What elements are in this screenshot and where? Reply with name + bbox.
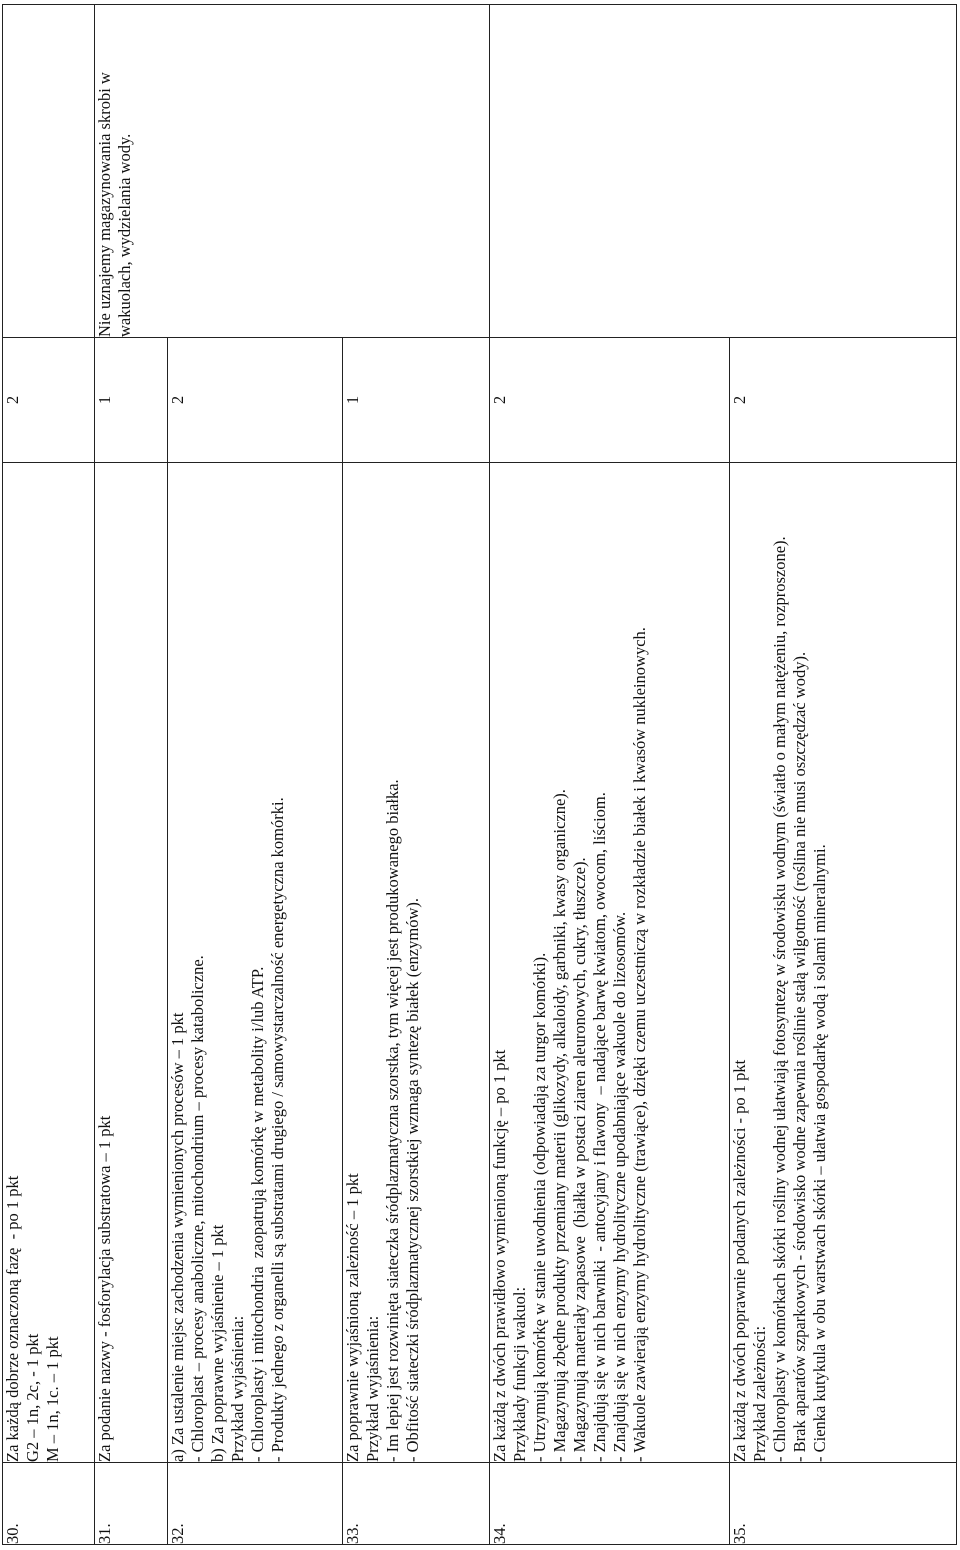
criteria-line: Za każdą z dwóch poprawnie podanych zależności - po 1 pkt: [730, 1059, 749, 1462]
points-value: 2: [168, 338, 343, 463]
points-value: 2: [3, 338, 95, 463]
table-row-30: [3, 5, 95, 1545]
criteria-line: b) Za poprawne wyjaśnienie – 1 pkt: [208, 1224, 227, 1462]
criteria-line: Za każdą dobrze oznaczoną fazę - po 1 pkt: [3, 1175, 22, 1462]
scoring-criteria: [490, 463, 730, 1463]
criteria-line: - Obfitość siateczki śródplazmatycznej szorstkiej wzmaga syntezę białek (enzymów).: [403, 898, 422, 1462]
criteria-line: - Brak aparatów szparkowych - środowisko wodne zapewnia roślinie stałą wilgotność (roślina nie musi oszczędzać wody).: [790, 651, 809, 1462]
criteria-line: - Wakuole zawierają enzymy hydrolityczne (trawiące), dzięki czemu uczestniczą w rozkładzie białek i kwasów nukleinowych.: [630, 627, 649, 1462]
scoring-criteria: [168, 463, 343, 1463]
scoring-criteria: [343, 463, 490, 1463]
table-row-34: [490, 5, 730, 1545]
criteria-line: Przykłady funkcji wakuol:: [510, 1286, 529, 1462]
criteria-line: a) Za ustalenie miejsc zachodzenia wymienionych procesów – 1 pkt: [168, 1012, 187, 1462]
answer-key-table: [2, 4, 957, 1545]
notes-cell: [3, 5, 95, 338]
criteria-line: Przykład zależności:: [750, 1325, 769, 1462]
criteria-line: - Magazynują materiały zapasowe (białka w postaci ziaren aleuronowych, cukry, tłuszcze).: [570, 857, 589, 1462]
notes-cell: Nie uznajemy magazynowania skrobi w wakuolach, wydzielania wody.: [95, 5, 490, 338]
criteria-line: - Chloroplasty w komórkach skórki rośliny wodnej ułatwiają fotosyntezę w środowisku wodnym (światło o małym natężeniu, rozproszone).: [770, 536, 789, 1462]
criteria-line: - Znajdują się w nich enzymy hydrolityczne upodabniające wakuole do lizosomów.: [610, 911, 629, 1462]
criteria-line: Za każdą z dwóch prawidłowo wymienioną funkcję – po 1 pkt: [490, 1049, 509, 1462]
criteria-line: Za poprawnie wyjaśnioną zależność – 1 pkt: [343, 1173, 362, 1462]
points-value: 2: [490, 338, 730, 463]
scoring-criteria: [730, 463, 957, 1463]
criteria-line: - Utrzymują komórkę w stanie uwodnienia (odpowiadają za turgor komórki).: [530, 952, 549, 1462]
criteria-line: M – 1n, 1c. – 1 pkt: [43, 1336, 62, 1462]
criteria-line: - Chloroplast – procesy anaboliczne, mitochondrium – procesy kataboliczne.: [188, 955, 207, 1462]
criteria-line: - Im lepiej jest rozwinięta siateczka śródplazmatyczna szorstka, tym więcej jest produkowanego białka.: [383, 779, 402, 1462]
criteria-line: Przykład wyjaśnienia:: [363, 1315, 382, 1462]
criteria-line: - Chloroplasty i mitochondria zaopatrują komórkę w metabolity i/lub ATP.: [248, 966, 267, 1462]
task-number: 35.: [730, 1463, 957, 1545]
table-row-31: [95, 5, 168, 1545]
task-number: 30.: [3, 1463, 95, 1545]
task-number: 33.: [343, 1463, 490, 1545]
criteria-line: - Produkty jednego z organelli są substratami drugiego / samowystarczalność energetyczna komórki.: [268, 797, 287, 1462]
scoring-criteria: [3, 463, 95, 1463]
task-number: 31.: [95, 1463, 168, 1545]
criteria-line: - Magazynują zbędne produkty przemiany materii (glikozydy, alkaloidy, garbniki, kwasy organiczne).: [550, 789, 569, 1462]
criteria-line: - Cienka kutykula w obu warstwach skórki – ułatwia gospodarkę wodą i solami mineralnymi.: [810, 844, 829, 1462]
points-value: 2: [730, 338, 957, 463]
points-value: 1: [343, 338, 490, 463]
scoring-criteria: [95, 463, 168, 1463]
criteria-line: Przykład wyjaśnienia:: [228, 1315, 247, 1462]
criteria-line: G2 – 1n, 2c, - 1 pkt: [23, 1333, 42, 1462]
criteria-line: - Znajdują się w nich barwniki - antocyjany i flawony – nadające barwę kwiatom, owocom, liściom.: [590, 792, 609, 1462]
notes-cell: [490, 5, 957, 338]
task-number: 34.: [490, 1463, 730, 1545]
points-value: 1: [95, 338, 168, 463]
criteria-line: Za podanie nazwy - fosforylacja substratowa – 1 pkt: [95, 1115, 114, 1462]
task-number: 32.: [168, 1463, 343, 1545]
